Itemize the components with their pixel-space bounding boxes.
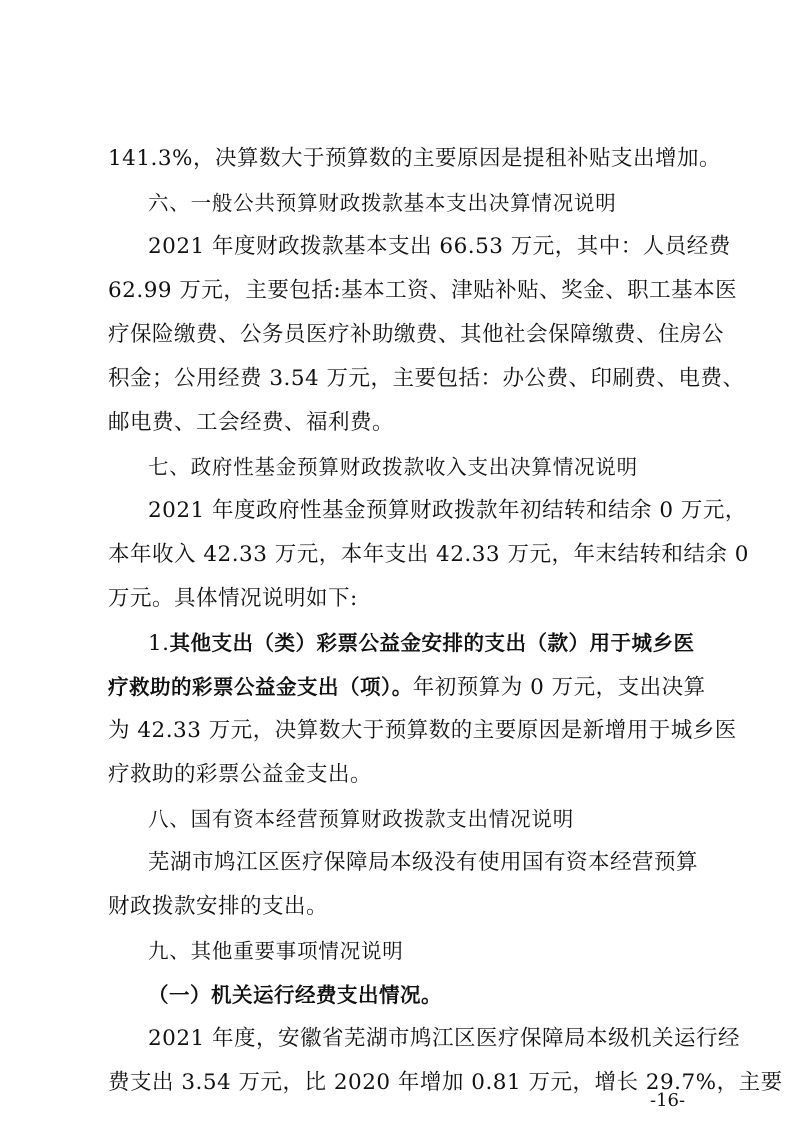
body-text-line: 疗保险缴费、公务员医疗补助缴费、其他社会保障缴费、住房公 [108, 322, 725, 347]
body-text-line: 141.3%，决算数大于预算数的主要原因是提租补贴支出增加。 [108, 146, 721, 171]
subsection-heading: （一）机关运行经费支出情况。 [148, 983, 442, 1007]
item-number: 1. [148, 631, 170, 656]
item-line [108, 671, 706, 703]
body-text-line: 本年收入 42.33 万元，本年支出 42.33 万元，年末结转和结余 0 [108, 542, 749, 567]
section-heading-8: 八、国有资本经营预算财政拨款支出情况说明 [148, 807, 574, 831]
body-text-line: 2021 年度财政拨款基本支出 66.53 万元，其中：人员经费 [148, 234, 731, 259]
body-text-line: 2021 年度，安徽省芜湖市鸠江区医疗保障局本级机关运行经 [148, 1026, 741, 1051]
body-text-line: 万元。具体情况说明如下: [108, 586, 358, 611]
body-text-inline: 年初预算为 0 万元，支出决算 [412, 675, 706, 700]
page-number: -16- [650, 1090, 686, 1111]
section-heading-7: 七、政府性基金预算财政拨款收入支出决算情况说明 [148, 455, 638, 479]
body-text-line: 为 42.33 万元，决算数大于预算数的主要原因是新增用于城乡医 [108, 718, 737, 743]
item-title-continued: 疗救助的彩票公益金支出（项）。 [108, 675, 413, 699]
item-title: 其他支出（类）彩票公益金安排的支出（款）用于城乡医 [169, 631, 695, 655]
body-text-line: 邮电费、工会经费、福利费。 [108, 410, 395, 435]
section-heading-9: 九、其他重要事项情况说明 [148, 939, 404, 963]
item-line [148, 627, 695, 659]
body-text-line: 费支出 3.54 万元，比 2020 年增加 0.81 万元，增长 29.7%，主要 [108, 1070, 783, 1095]
body-text-line: 2021 年度政府性基金预算财政拨款年初结转和结余 0 万元， [148, 498, 747, 523]
body-text-line: 积金；公用经费 3.54 万元，主要包括：办公费、印刷费、电费、 [108, 366, 745, 391]
section-heading-6: 六、一般公共预算财政拨款基本支出决算情况说明 [148, 191, 617, 215]
body-text-line: 疗救助的彩票公益金支出。 [108, 762, 373, 787]
body-text-line: 62.99 万元，主要包括:基本工资、津贴补贴、奖金、职工基本医 [108, 278, 738, 303]
body-text-line: 财政拨款安排的支出。 [108, 894, 329, 919]
body-text-line: 芜湖市鸠江区医疗保障局本级没有使用国有资本经营预算 [148, 850, 699, 875]
